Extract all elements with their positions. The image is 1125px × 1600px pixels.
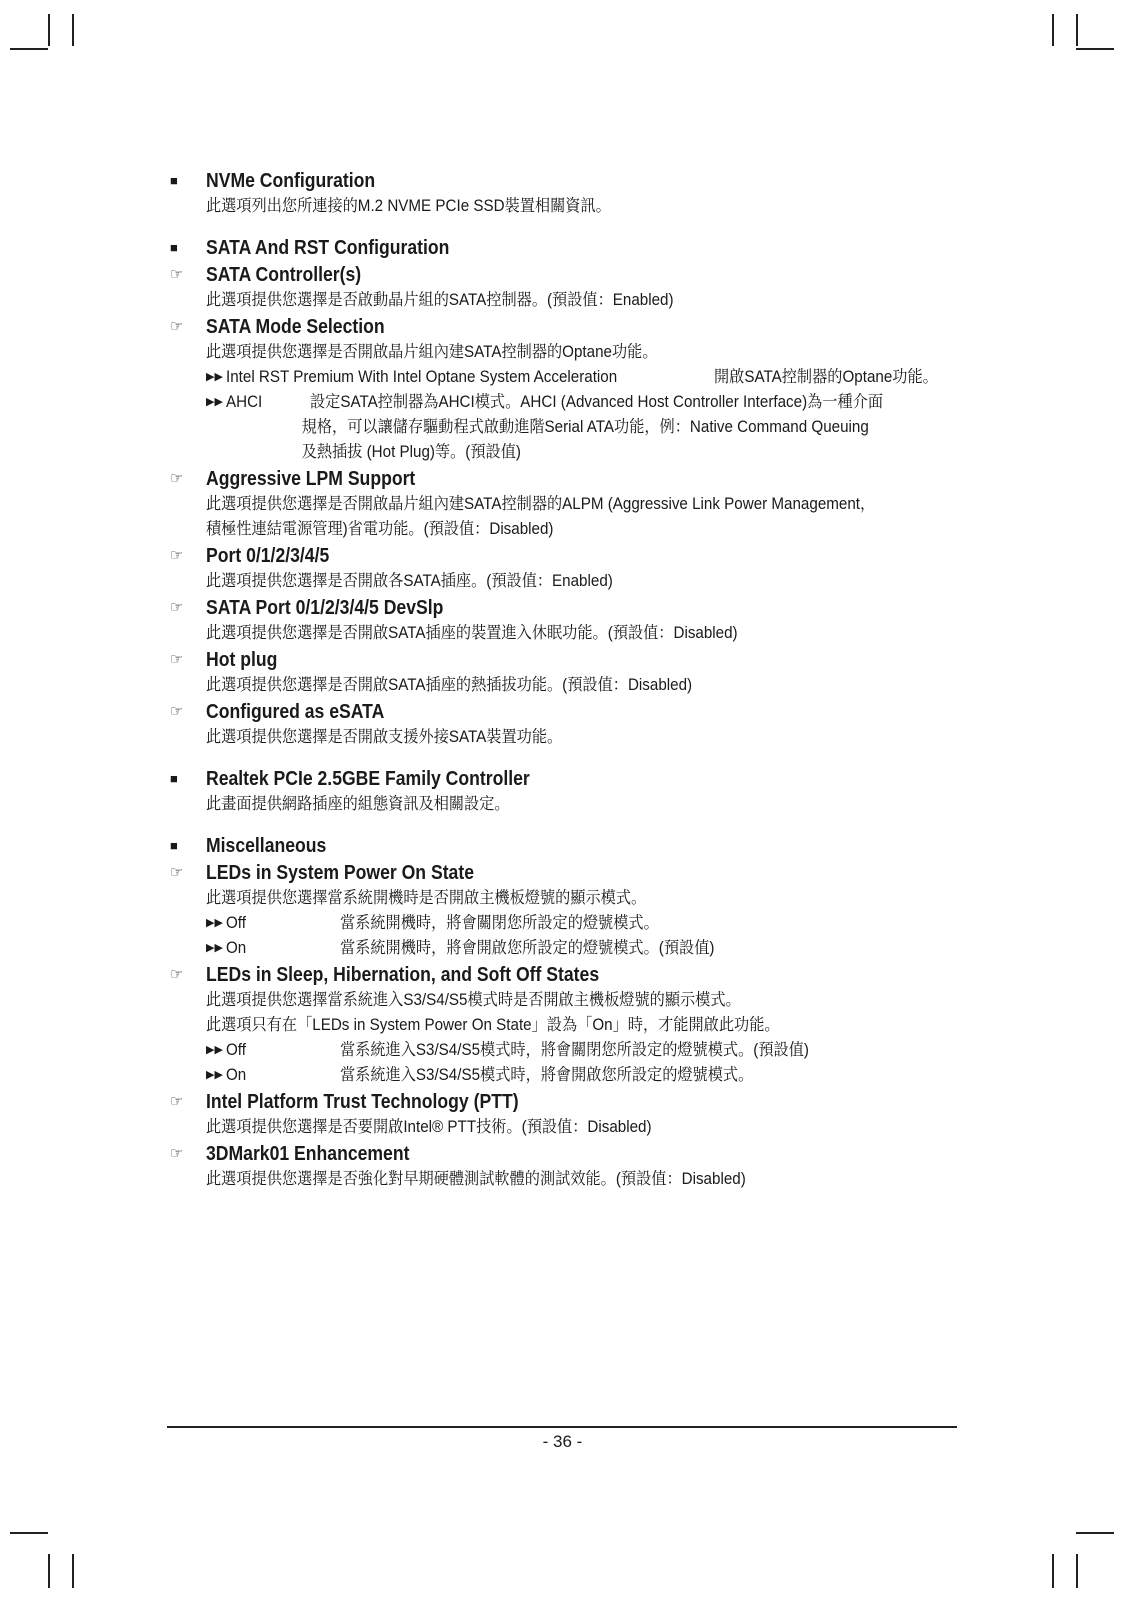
option-title: SATA Port 0/1/2/3/4/5 DevSlp <box>206 597 444 619</box>
setting-value-label: Off <box>226 1041 246 1059</box>
option-title: LEDs in System Power On State <box>206 862 474 884</box>
option-description: 此選項提供您選擇是否啟動晶片組的SATA控制器。(預設值：Enabled) <box>206 291 674 309</box>
crop-mark <box>1076 1532 1114 1534</box>
option-title: SATA Mode Selection <box>206 316 385 338</box>
setting-value-description: 當系統進入S3/S4/S5模式時，將會關閉您所設定的燈號模式。(預設值) <box>340 1041 809 1059</box>
pointing-hand-icon: ☞ <box>170 864 184 881</box>
section-block <box>170 235 960 261</box>
option-description: 此畫面提供網路插座的組態資訊及相關設定。 <box>206 795 510 813</box>
option-block <box>170 647 960 698</box>
option-description: 此選項提供您選擇是否開啟SATA插座的裝置進入休眠功能。(預設值：Disabled) <box>206 624 738 642</box>
option-block <box>170 543 960 594</box>
crop-mark <box>1076 14 1078 46</box>
crop-mark <box>10 48 48 50</box>
square-bullet-icon: ■ <box>170 838 178 853</box>
setting-value-row <box>206 365 960 390</box>
section-block <box>170 168 960 219</box>
option-block <box>170 262 960 313</box>
option-title: LEDs in Sleep, Hibernation, and Soft Off States <box>206 964 600 986</box>
option-description: 此選項列出您所連接的M.2 NVME PCIe SSD裝置相關資訊。 <box>206 197 611 215</box>
setting-value-label: Intel RST Premium With Intel Optane System Acceleration <box>226 368 618 386</box>
pointing-hand-icon: ☞ <box>170 318 184 335</box>
setting-value-description: 當系統開機時，將會開啟您所設定的燈號模式。(預設值) <box>340 939 715 957</box>
manual-content <box>170 168 960 1192</box>
option-title: Port 0/1/2/3/4/5 <box>206 545 330 567</box>
section-block <box>170 833 960 859</box>
pointing-hand-icon: ☞ <box>170 547 184 564</box>
option-description: 此選項提供您選擇是否要開啟Intel® PTT技術。(預設值：Disabled) <box>206 1118 652 1136</box>
crop-mark <box>72 14 74 46</box>
double-arrow-icon: ▶▶ <box>206 917 223 929</box>
option-title: Intel Platform Trust Technology (PTT) <box>206 1091 519 1113</box>
option-block <box>170 1141 960 1192</box>
option-block <box>170 466 960 542</box>
option-block <box>170 699 960 750</box>
option-block <box>170 595 960 646</box>
double-arrow-icon: ▶▶ <box>206 942 223 954</box>
setting-value-description: 當系統開機時，將會關閉您所設定的燈號模式。 <box>340 914 659 932</box>
double-arrow-icon: ▶▶ <box>206 1044 223 1056</box>
option-title: Configured as eSATA <box>206 701 385 723</box>
option-title: 3DMark01 Enhancement <box>206 1143 410 1165</box>
option-description: 此選項提供您選擇是否開啟SATA插座的熱插拔功能。(預設值：Disabled) <box>206 676 693 694</box>
pointing-hand-icon: ☞ <box>170 1093 184 1110</box>
setting-value-row <box>206 911 960 936</box>
setting-value-description: 開啟SATA控制器的Optane功能。 <box>714 368 938 386</box>
option-title: Aggressive LPM Support <box>206 468 416 490</box>
square-bullet-icon: ■ <box>170 240 178 255</box>
setting-value-description: 規格，可以讓儲存驅動程式啟動進階Serial ATA功能，例：Native Command Queuing <box>301 418 869 436</box>
double-arrow-icon: ▶▶ <box>206 396 223 408</box>
option-block <box>170 1089 960 1140</box>
option-description: 此選項提供您選擇當系統開機時是否開啟主機板燈號的顯示模式。 <box>206 889 647 907</box>
option-description: 此選項提供您選擇當系統進入S3/S4/S5模式時是否開啟主機板燈號的顯示模式。 <box>206 991 741 1009</box>
setting-value-label: On <box>226 939 247 957</box>
setting-value-row <box>206 936 960 961</box>
pointing-hand-icon: ☞ <box>170 703 184 720</box>
option-description: 此選項只有在「LEDs in System Power On State」設為「On」時，才能開啟此功能。 <box>206 1016 780 1034</box>
pointing-hand-icon: ☞ <box>170 599 184 616</box>
option-description: 此選項提供您選擇是否開啟晶片組內建SATA控制器的ALPM (Aggressive Link Power Management， <box>206 495 876 513</box>
section-title: SATA And RST Configuration <box>206 237 450 259</box>
crop-mark <box>1076 48 1114 50</box>
pointing-hand-icon: ☞ <box>170 966 184 983</box>
pointing-hand-icon: ☞ <box>170 1145 184 1162</box>
section-block <box>170 766 960 817</box>
section-title: Miscellaneous <box>206 835 327 857</box>
crop-mark <box>72 1554 74 1588</box>
square-bullet-icon: ■ <box>170 173 178 188</box>
option-title: Hot plug <box>206 649 278 671</box>
option-description: 積極性連結電源管理)省電功能。(預設值：Disabled) <box>206 520 554 538</box>
setting-value-row <box>206 390 960 415</box>
option-block <box>170 962 960 1088</box>
section-title: NVMe Configuration <box>206 170 376 192</box>
pointing-hand-icon: ☞ <box>170 651 184 668</box>
setting-value-description: 設定SATA控制器為AHCI模式。AHCI (Advanced Host Controller Interface)為一種介面 <box>310 393 884 411</box>
option-description: 此選項提供您選擇是否強化對早期硬體測試軟體的測試效能。(預設值：Disabled) <box>206 1170 746 1188</box>
option-block <box>170 314 960 465</box>
crop-mark <box>1052 1554 1054 1588</box>
setting-value-description: 當系統進入S3/S4/S5模式時，將會開啟您所設定的燈號模式。 <box>340 1066 754 1084</box>
section-title: Realtek PCIe 2.5GBE Family Controller <box>206 768 530 790</box>
option-block <box>170 860 960 961</box>
crop-mark <box>10 1532 48 1534</box>
page-number: - 36 - <box>542 1432 583 1451</box>
setting-value-label: On <box>226 1066 247 1084</box>
option-description: 此選項提供您選擇是否開啟支援外接SATA裝置功能。 <box>206 728 563 746</box>
setting-value-label: AHCI <box>226 393 263 411</box>
setting-value-description: 及熱插拔 (Hot Plug)等。(預設值) <box>301 443 521 461</box>
crop-mark <box>48 14 50 46</box>
setting-value-row <box>206 1063 960 1088</box>
option-title: SATA Controller(s) <box>206 264 362 286</box>
crop-mark <box>1052 14 1054 46</box>
crop-mark <box>1076 1554 1078 1588</box>
double-arrow-icon: ▶▶ <box>206 1069 223 1081</box>
footer-divider <box>167 1426 957 1428</box>
crop-mark <box>48 1554 50 1588</box>
setting-value-label: Off <box>226 914 246 932</box>
option-description: 此選項提供您選擇是否開啟晶片組內建SATA控制器的Optane功能。 <box>206 343 658 361</box>
double-arrow-icon: ▶▶ <box>206 371 223 383</box>
pointing-hand-icon: ☞ <box>170 266 184 283</box>
option-description: 此選項提供您選擇是否開啟各SATA插座。(預設值：Enabled) <box>206 572 613 590</box>
setting-value-row <box>206 1038 960 1063</box>
square-bullet-icon: ■ <box>170 771 178 786</box>
pointing-hand-icon: ☞ <box>170 470 184 487</box>
